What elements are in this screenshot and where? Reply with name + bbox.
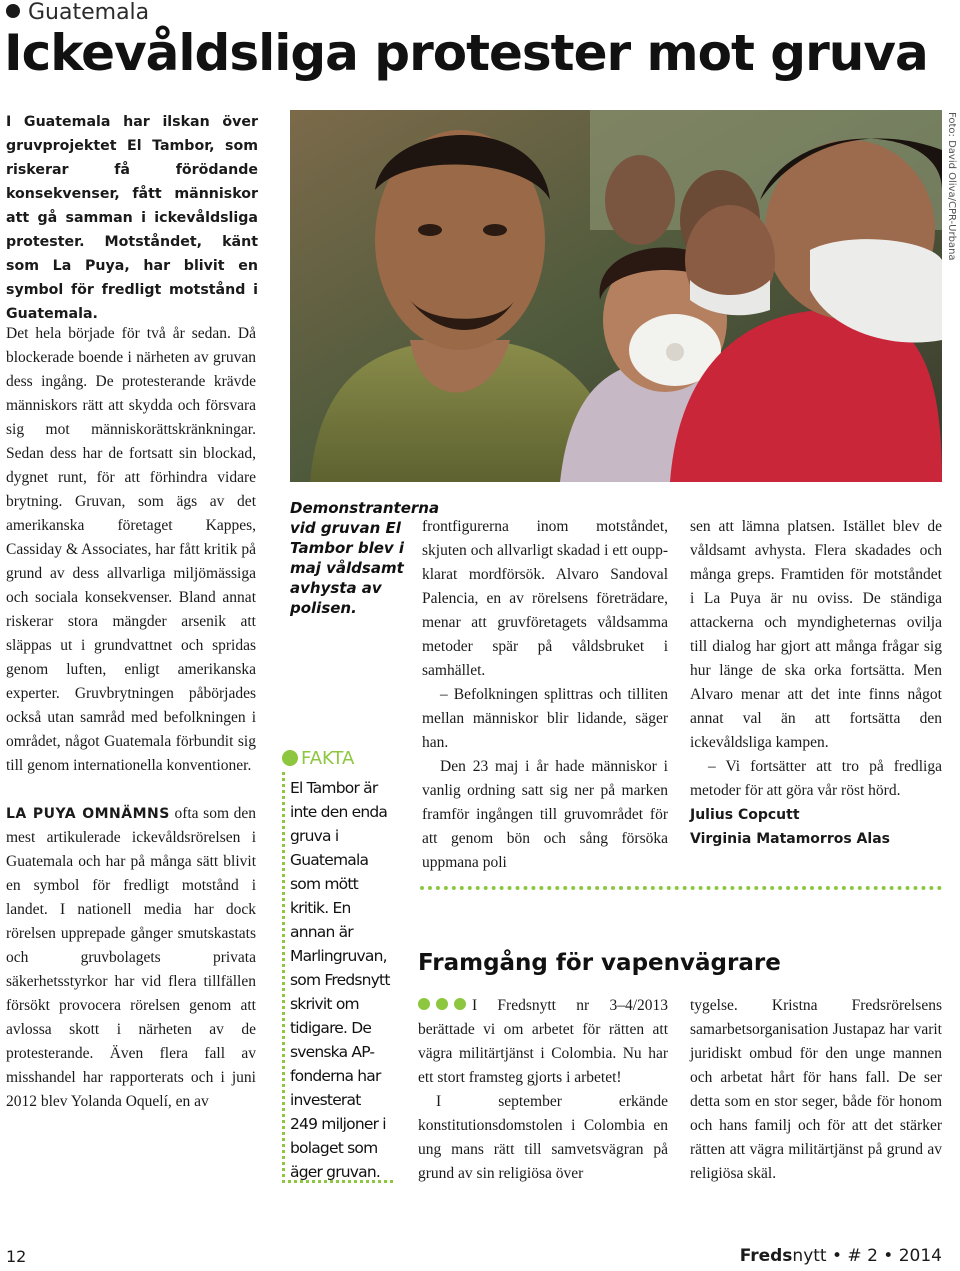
article-headline: Ickevåldsliga protester mot gruva <box>4 24 928 82</box>
paragraph: sen att lämna platsen. Istället blev de våldsamt avhysta. Flera skadades och många greps. Framtiden för motståndet i La Puya är nu oviss. De ständiga attackerna och myndigheternas ovilja till dialog har gjort att många frågar sig hur länge de ska orka fortsätta. Men Alvaro menar att det inte finns något annat val än att fortsätta den ickevåldsliga kampen. <box>690 518 942 751</box>
publication-footer <box>740 1246 942 1266</box>
issue-info: • # 2 • 2014 <box>832 1246 942 1266</box>
article-column-1 <box>6 322 256 1114</box>
article-photo <box>290 110 942 482</box>
paragraph: LA PUYA OMNÄMNS ofta som den mest artikulerade ickevåldsrörelsen i Guatemala och har på många sätt blivit en symbol för fredligt motstånd i landet. I nationell media har dock rörelsen upprepade gånger smutskastats och gruvbolagets privata säkerhetsstyrkor har vid flera tillfällen försökt provocera rörelsen genom att avlossa skott i närheten av de protesterande. Även flera fall av misshandel har rapporterats och i juni 2012 blev Yolanda Oquelí, en av <box>6 805 256 1110</box>
bullet-icon <box>282 750 298 766</box>
brand-rest: nytt <box>792 1246 827 1266</box>
protest-photo-image <box>290 110 942 482</box>
second-article-column-2 <box>690 994 942 1186</box>
paragraph: I september erkände konstitutionsdomstolen i Colombia en ung mans rätt till samvetsvägran på grund av sin religiösa över <box>418 1093 668 1182</box>
brand-bold: Freds <box>739 1246 793 1266</box>
paragraph: – Vi fortsätter att tro på fredliga metoder för att göra vår röst hörd. <box>690 758 942 799</box>
article-column-4 <box>690 515 942 851</box>
paragraph: Det hela började för två år sedan. Då blockerade boende i närheten av gruvan dess ingång. De protesterande krävde människors rätt att skydda och försvara sig mot människorättskränkningar. Sedan dess har de fortsatt sin blockad, dygnet runt, för att förhindra vidare brytning. Gruvan, som ägs av det amerikanska företaget Kappes, Cassiday & Associates, har fått kritik på grund av dess allvarliga miljömässiga och sociala konsekvenser. Bland annat riskerar stora mängder arsenik att släppas ut i grundvattnet och spridas genom luften, enligt amerikanska experter. Gruvbrytningen påbörjades också utan samråd med befolkningen i området, något Guatemala förbundit sig till genom internationella konventioner. <box>6 325 256 774</box>
photo-credit: Foto: David Oliva/CPR-Urbana <box>946 112 957 261</box>
paragraph: Den 23 maj i år hade människor i vanlig ordning satt sig ner på marken framför ingången till gruvområdet för att genom bön och sång försöka uppmana poli <box>422 758 668 871</box>
paragraph: I Fredsnytt nr 3–4/2013 berättade vi om arbetet för rätten att vägra militärtjänst i Colombia. Nu har ett stort framsteg gjorts i arbetet! <box>418 994 668 1090</box>
author-name: Virginia Matamorros Alas <box>690 831 890 847</box>
page-number: 12 <box>6 1247 27 1266</box>
section-kicker: Guatemala <box>6 0 149 25</box>
paragraph: frontfigurerna inom motståndet, skjuten och allvarligt skadad i ett ouppklarat mordförsök. Alvaro Sandoval Palencia, en av rörelsens företrädare, menar att gruvföretagets våldsamma metoder spär på våldsbruket i samhället. <box>422 518 668 679</box>
green-dots-icon <box>418 994 472 1018</box>
lead-in: LA PUYA OMNÄMNS <box>6 806 170 822</box>
fakta-heading: FAKTA <box>282 748 354 769</box>
dotted-divider <box>420 886 942 890</box>
article-column-3 <box>422 515 668 875</box>
author-name: Julius Copcutt <box>690 807 800 823</box>
second-article-title: Framgång för vapenvägrare <box>418 950 781 976</box>
fakta-text: El Tambor är inte den enda gruva i Guatemala som mött kritik. En annan är Marlingruvan, som Fredsnytt skrivit om tidigare. De svenska AP-fonderna har investerat 249 miljoner i bolaget som äger gruvan. <box>290 779 390 1181</box>
second-article-column-1 <box>418 994 668 1186</box>
bullet-icon <box>6 4 20 18</box>
photo-caption: Demonstranterna vid gruvan El Tambor blev i maj våldsamt avhysta av polisen. <box>290 499 440 617</box>
paragraph: tygelse. Kristna Fredsrörelsens samarbetsorganisation Justapaz har varit juridiskt ombud för den unge mannen och arbetat hårt för hans fall. De ser detta som en stor seger, både för honom och hans familj och för att det stärker rätten att vägra militärtjänst på grund av religiösa skäl. <box>690 997 942 1182</box>
article-ingress: I Guatemala har ilskan över gruvprojektet El Tambor, som riskerar få förödande konsekvenser, fått människor att gå samman i ickevåldsliga protester. Motståndet, känt som La Puya, har blivit en symbol för fredligt motstånd i Guatemala. <box>6 114 258 322</box>
paragraph: – Befolkningen splittras och tilliten mellan människor blir lidande, säger han. <box>422 686 668 751</box>
